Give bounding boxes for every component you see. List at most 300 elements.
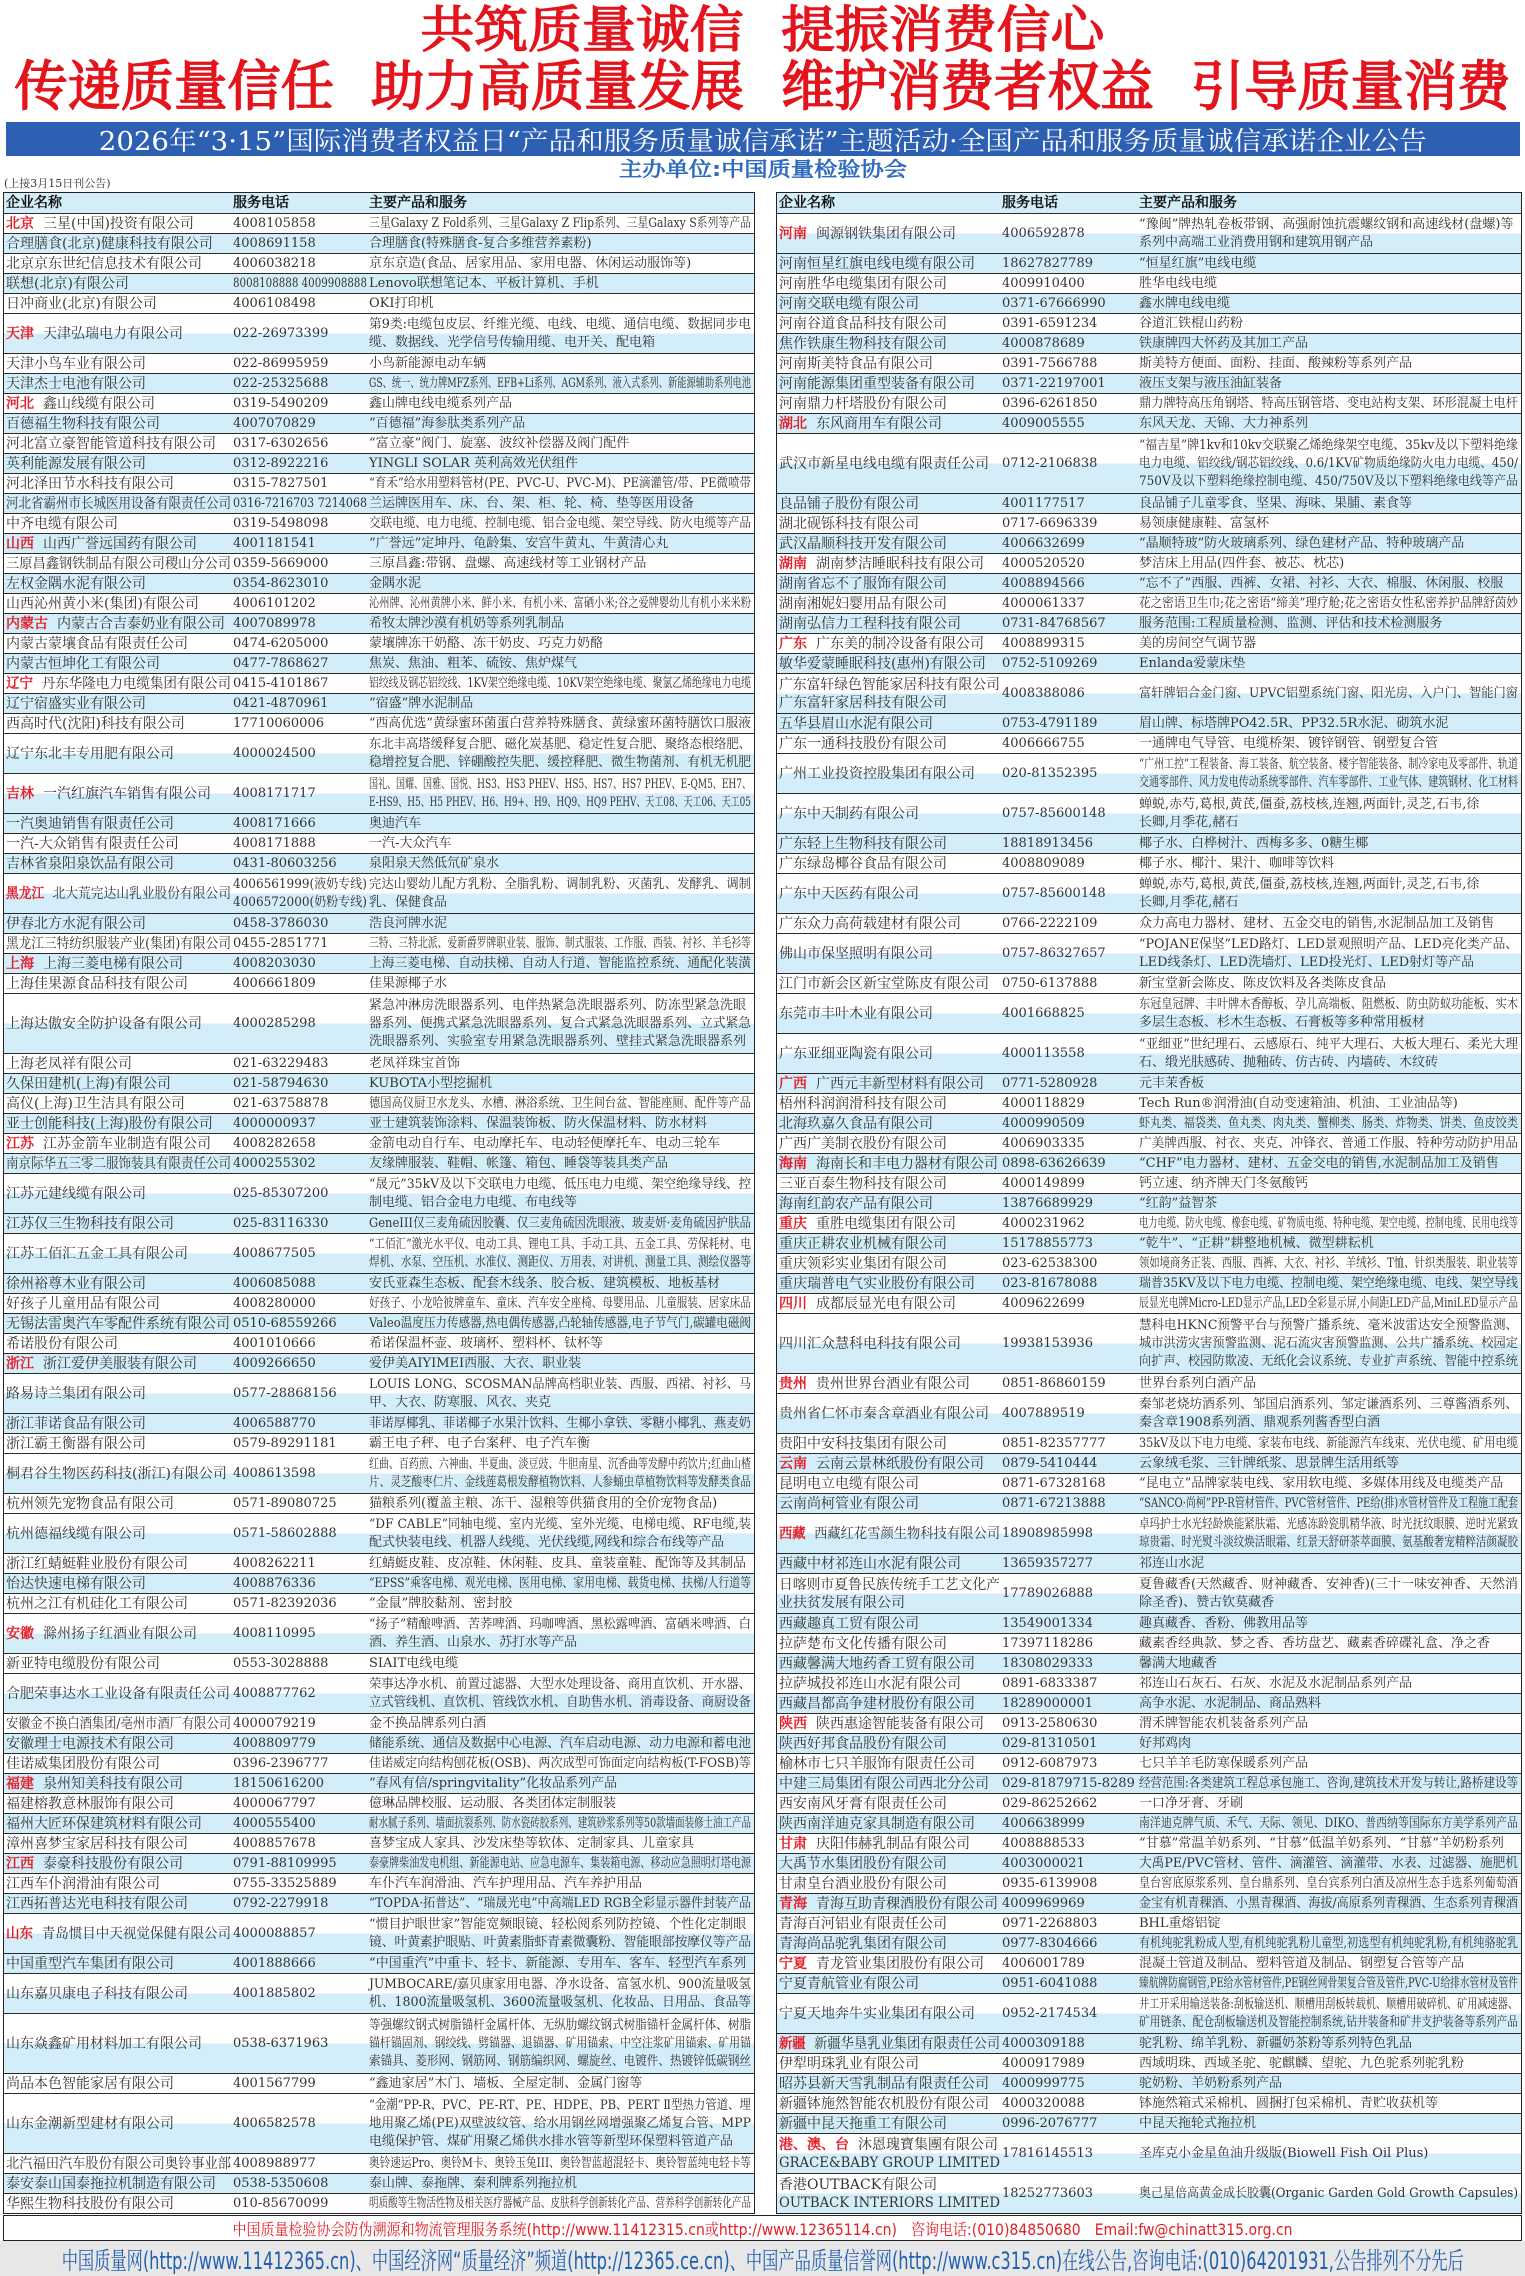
table-row	[777, 593, 1521, 613]
products-cell	[367, 834, 754, 853]
products-cell	[367, 1074, 754, 1093]
company-name-fit	[779, 694, 947, 712]
province-label: 云南	[779, 1455, 807, 1472]
products-text-fit	[1139, 1555, 1204, 1573]
products-text-fit	[1139, 1615, 1308, 1633]
products-text-fit	[369, 776, 751, 794]
company-name-line	[6, 635, 231, 653]
service-phone-line	[1002, 1875, 1137, 1893]
company-name: 湖南湘妮妇婴用品有限公司	[779, 595, 947, 612]
company-name-cell	[4, 394, 231, 413]
service-phone-cell	[1000, 1974, 1137, 1993]
province-label: 北京	[6, 215, 34, 232]
company-name-cell	[777, 1114, 1000, 1133]
company-name-line	[6, 1625, 231, 1643]
company-name-fit	[779, 2115, 947, 2133]
company-name-line	[6, 695, 231, 713]
company-name-fit	[6, 2075, 174, 2093]
service-phone-fit	[233, 1835, 316, 1853]
table-row	[777, 1433, 1521, 1453]
products-text: 希牧太牌沙漠有机奶等系列乳制品	[369, 615, 565, 631]
products-text-line	[1139, 835, 1518, 853]
service-phone-cell	[231, 1434, 367, 1453]
products-text-line	[1139, 756, 1518, 774]
company-name: 山东焱鑫矿用材料加工有限公司	[6, 2035, 202, 2052]
table-row	[4, 1293, 754, 1313]
products-text-fit	[1139, 2035, 1412, 2053]
products-text: 长卿,月季花,赭石	[1139, 814, 1239, 830]
company-name-cell	[4, 214, 231, 233]
products-text-fit	[1139, 1815, 1518, 1833]
company-name: 浙江菲诺食品有限公司	[6, 1415, 146, 1432]
service-phone-fit	[233, 1575, 316, 1593]
service-phone-fit	[233, 1315, 337, 1333]
company-name: 上海老凤祥有限公司	[6, 1055, 132, 1072]
company-name: 重庆领彩实业集团有限公司	[779, 1255, 947, 1272]
company-name-cell	[4, 1674, 231, 1713]
province-label: 内蒙古	[6, 615, 48, 632]
headline-line-2	[0, 55, 1525, 118]
products-text-fit	[1139, 1155, 1499, 1173]
table-row	[4, 373, 754, 393]
service-phone: 4000118829	[1002, 1095, 1085, 1111]
service-phone-cell	[1000, 514, 1137, 533]
service-phone-line	[1002, 1215, 1137, 1233]
products-text: 井工开采用输送装备:刮板输送机、顺槽用刮板转载机、顺槽用破碎机、矿用减速器、	[1139, 1996, 1518, 2012]
products-text: 中昆天拖轮式拖拉机	[1139, 2115, 1257, 2131]
service-phone-fit	[233, 1055, 328, 1073]
company-name-cell	[777, 1894, 1000, 1913]
service-phone-cell	[231, 1574, 367, 1593]
products-text-fit	[369, 715, 751, 733]
service-phone-line	[233, 1245, 367, 1263]
products-cell	[367, 2074, 754, 2093]
products-cell	[1137, 1114, 1521, 1133]
company-name-cell	[4, 1794, 231, 1813]
service-phone-line	[1002, 915, 1137, 933]
company-name-cell	[4, 2194, 231, 2213]
company-name-line	[779, 1775, 1000, 1793]
company-name-fit	[6, 815, 174, 833]
service-phone-cell	[1000, 1574, 1137, 1613]
products-cell	[367, 1714, 754, 1733]
products-text: “DF CABLE”同轴电缆、室内光缆、室外光缆、电梯电缆、RF电缆,装	[369, 1516, 752, 1532]
service-phone-line	[233, 215, 367, 233]
products-text: 西域明珠、西域圣驼、驼麒麟、望驼、九色驼系列驼乳粉	[1139, 2055, 1465, 2071]
service-phone-cell	[1000, 934, 1137, 973]
service-phone-cell	[231, 474, 367, 493]
service-phone-line	[233, 2195, 367, 2213]
table-row	[777, 253, 1521, 273]
products-cell	[367, 214, 754, 233]
service-phone-line	[233, 1385, 367, 1403]
company-name-fit	[779, 455, 989, 473]
company-name-fit	[6, 1595, 188, 1613]
company-name-fit	[779, 1935, 947, 1953]
service-phone-line	[1002, 595, 1137, 613]
service-phone: 0455-2851771	[233, 935, 329, 951]
table-row	[777, 1493, 1521, 1513]
company-name-line	[6, 615, 231, 633]
company-name-line	[6, 2175, 231, 2193]
company-name: 西藏昌都高争建材股份有限公司	[779, 1695, 975, 1712]
company-name-fit	[779, 2055, 919, 2073]
products-text-line	[369, 2017, 751, 2035]
products-text-line	[1139, 1215, 1518, 1233]
service-phone-line	[1002, 765, 1137, 783]
products-text-fit	[369, 1135, 720, 1153]
products-text: 好孩子、小龙哈彼牌童车、童床、汽车安全座椅、母婴用品、儿童服装、居家床品	[369, 1295, 751, 1311]
products-text: “广誉远”定坤丹、龟龄集、安宫牛黄丸、牛黄清心丸	[369, 535, 669, 551]
company-name: 尚品本色智能家居有限公司	[6, 2075, 174, 2092]
service-phone-fit	[1002, 1815, 1085, 1833]
products-text-fit	[369, 1955, 746, 1973]
company-name: 内蒙古合吉泰奶业有限公司	[57, 615, 225, 632]
service-phone-cell	[1000, 1394, 1137, 1433]
products-text-line	[369, 1616, 751, 1634]
service-phone-fit	[233, 1655, 328, 1673]
table-row	[777, 1313, 1521, 1373]
table-row	[777, 1093, 1521, 1113]
table-row	[777, 2173, 1521, 2213]
company-name-fit	[779, 2095, 989, 2113]
service-phone-cell	[1000, 1694, 1137, 1713]
table-row	[4, 1913, 754, 1953]
service-phone-line	[233, 1775, 367, 1793]
table-row	[4, 1853, 754, 1873]
service-phone-line	[233, 1895, 367, 1913]
table-row	[777, 533, 1521, 553]
products-text: 一汽-大众汽车	[369, 835, 452, 851]
service-phone-fit	[233, 355, 328, 373]
service-phone: 0757-85600148	[1002, 805, 1106, 821]
products-text-fit	[1139, 1594, 1274, 1612]
table-row	[777, 1473, 1521, 1493]
products-cell	[367, 2194, 754, 2213]
company-name-fit	[779, 1455, 984, 1473]
company-name-fit	[779, 1655, 975, 1673]
service-phone-fit	[233, 785, 316, 803]
service-phone-cell	[231, 2174, 367, 2193]
service-phone-fit	[1002, 1655, 1093, 1673]
service-phone-line	[233, 835, 367, 853]
products-text-fit	[369, 1775, 617, 1793]
service-phone-line	[233, 1685, 367, 1703]
products-text: “忘不了”西服、西裤、女裙、衬衫、大衣、棉服、休闲服、校服	[1139, 575, 1504, 591]
company-name-line	[779, 355, 1000, 373]
company-name-fit	[6, 635, 188, 653]
service-phone: 0396-6261850	[1002, 395, 1098, 411]
products-cell	[1137, 574, 1521, 593]
company-name-line	[6, 235, 231, 253]
products-cell	[1137, 1434, 1521, 1453]
service-phone: 18252773603	[1002, 2185, 1093, 2201]
company-name-cell	[777, 1234, 1000, 1253]
products-cell	[367, 1134, 754, 1153]
company-name-cell	[777, 754, 1000, 793]
company-name: 拉萨楚布文化传播有限公司	[779, 1635, 947, 1652]
company-name: 江西车仆润滑油有限公司	[6, 1875, 160, 1892]
company-name-fit	[779, 335, 947, 353]
service-phone: 025-83116330	[233, 1215, 329, 1231]
company-name-cell	[4, 734, 231, 773]
products-text-fit	[369, 455, 578, 473]
company-name: 大禹节水集团股份有限公司	[779, 1855, 947, 1872]
service-phone-cell	[1000, 1714, 1137, 1733]
company-name-cell	[4, 354, 231, 373]
table-row	[4, 493, 754, 513]
products-cell	[367, 1754, 754, 1773]
table-row	[4, 1313, 754, 1333]
service-phone-line	[233, 1835, 367, 1853]
table-row	[777, 1893, 1521, 1913]
products-text-fit	[1139, 715, 1448, 733]
company-name: 武汉市新星电线电缆有限责任公司	[779, 455, 989, 472]
service-phone-cell	[1000, 874, 1137, 913]
company-name-fit	[6, 855, 174, 873]
service-phone-cell	[231, 1954, 367, 1973]
service-phone: 4000149899	[1002, 1175, 1085, 1191]
company-name: 杭州领先宠物食品有限公司	[6, 1495, 174, 1512]
province-label: 青海	[779, 1895, 807, 1912]
header-phone	[1000, 193, 1137, 213]
service-phone-fit	[1002, 1155, 1106, 1173]
table-row	[777, 933, 1521, 973]
table-row	[777, 1693, 1521, 1713]
service-phone-cell	[1000, 1934, 1137, 1953]
company-name-cell	[4, 1974, 231, 2013]
company-name: 中齐电缆有限公司	[6, 515, 118, 532]
products-text-fit	[369, 1394, 551, 1412]
products-text: “昆电立”品牌家装电线、家用软电缆、多媒体用线及电缆类产品	[1139, 1475, 1504, 1491]
company-name-line	[6, 1385, 231, 1403]
service-phone: 0935-6139908	[1002, 1875, 1098, 1891]
company-name-fit	[6, 375, 146, 393]
products-text-line	[1139, 1835, 1518, 1853]
service-phone: 021-63758878	[233, 1095, 329, 1111]
service-phone: 0898-63626639	[1002, 1155, 1106, 1171]
products-text-fit	[369, 1415, 751, 1433]
company-name-cell	[4, 314, 231, 353]
products-text-line	[369, 2175, 751, 2193]
table-row	[777, 2113, 1521, 2133]
products-text-fit	[1139, 954, 1474, 972]
company-name-line	[779, 694, 1000, 712]
company-name-fit	[6, 475, 174, 493]
service-phone: 0317-6302656	[233, 435, 329, 451]
service-phone: 0474-6205000	[233, 635, 329, 651]
products-cell	[1137, 634, 1521, 653]
company-name-cell	[777, 614, 1000, 633]
company-name: 良品铺子股份有限公司	[779, 495, 919, 512]
products-text: 皇台窖底原浆系列、皇台鼎系列、皇台宾系列白酒及凉州生态手选系列葡萄酒	[1139, 1875, 1518, 1891]
service-phone-fit	[1002, 1695, 1093, 1713]
table-row	[4, 213, 754, 233]
service-phone-fit	[1002, 855, 1085, 873]
products-cell	[367, 714, 754, 733]
table-row	[4, 733, 754, 773]
service-phone: 17710060006	[233, 715, 324, 731]
products-text-fit	[369, 316, 751, 334]
service-phone-line	[1002, 1495, 1137, 1513]
table-row	[777, 313, 1521, 333]
service-phone-line	[233, 715, 367, 733]
company-name-cell	[777, 2094, 1000, 2113]
service-phone: 4009622699	[1002, 1295, 1085, 1311]
service-phone: 0538-5350608	[233, 2175, 329, 2191]
products-text: 稳增控复合肥、锌硼酸控失肥、缓控释肥、微生物菌剂、有机无机肥	[369, 754, 751, 770]
products-text-fit	[1139, 1014, 1425, 1032]
table-row	[4, 913, 754, 933]
service-phone: 4001668825	[1002, 1005, 1085, 1021]
products-text-fit	[1139, 1375, 1256, 1393]
company-name-fit	[779, 2194, 1000, 2212]
products-text: 喜梦宝成人家具、沙发床垫等软体、定制家具、儿童家具	[369, 1835, 695, 1851]
products-text: 臻航牌防腐钢管,PE给水管材管件,PE钢丝网骨架复合管及管件,PVC-U给排水管材及管件	[1139, 1975, 1518, 1991]
products-text-line	[369, 1534, 751, 1552]
products-text-line	[369, 2195, 751, 2213]
products-text: 億琳品牌校服、运动服、各类团体定制服装	[369, 1795, 617, 1811]
products-cell	[367, 1374, 754, 1413]
service-phone: 4008388086	[1002, 685, 1085, 701]
service-phone-cell	[231, 634, 367, 653]
service-phone-line	[1002, 415, 1137, 433]
service-phone-cell	[231, 1454, 367, 1493]
company-name-fit	[779, 1175, 947, 1193]
table-row	[777, 1153, 1521, 1173]
service-phone-cell	[1000, 2134, 1137, 2173]
products-cell	[1137, 794, 1521, 833]
products-text-line	[369, 794, 751, 812]
headline-line-1-text: 共筑质量诚信 提振消费信心	[420, 1, 1105, 59]
service-phone-fit	[1002, 2115, 1097, 2133]
province-label: 黑龙江	[6, 885, 45, 902]
service-phone-cell	[231, 774, 367, 813]
products-cell	[367, 1774, 754, 1793]
company-name: 江苏工佰汇五金工具有限公司	[6, 1245, 188, 1262]
service-phone: 4008877762	[233, 1685, 316, 1701]
service-phone-line	[233, 635, 367, 653]
products-text-fit	[1139, 2185, 1518, 2203]
service-phone-cell	[231, 1614, 367, 1653]
service-phone-fit	[1002, 315, 1097, 333]
service-phone: 4000088857	[233, 1925, 316, 1941]
company-name-fit	[6, 1435, 146, 1453]
products-text-fit	[1139, 415, 1308, 433]
service-phone-cell	[1000, 1854, 1137, 1873]
products-text-line	[369, 1715, 751, 1733]
province-label: 广西	[779, 1075, 807, 1092]
table-row	[4, 833, 754, 853]
table-row	[4, 2013, 754, 2073]
products-text: 立式管线机、直饮机、管线饮水机、自助售水机、消毒设备、商厨设备	[369, 1694, 752, 1710]
service-phone-line	[1002, 1585, 1137, 1603]
products-text-fit	[1139, 774, 1518, 792]
products-text-line	[369, 255, 751, 273]
service-phone-line	[233, 1875, 367, 1893]
company-name-fit	[6, 2195, 174, 2213]
company-name: 左权金隅水泥有限公司	[6, 575, 146, 592]
service-phone-line	[233, 1295, 367, 1313]
table-row	[4, 1373, 754, 1413]
service-phone: 4008171666	[233, 815, 316, 831]
company-name-line	[779, 455, 1000, 473]
products-text: 片、灵芝酸枣仁片、金线莲葛根发酵植物饮料、人参蛹虫草植物饮料等发酵类食品	[369, 1474, 751, 1490]
service-phone-fit	[1002, 455, 1097, 473]
products-text: 渭禾牌智能农机装备系列产品	[1139, 1715, 1309, 1731]
service-phone-line	[1002, 1975, 1137, 1993]
products-text-line	[369, 894, 751, 912]
service-phone-line	[233, 1855, 367, 1873]
service-phone-fit	[1002, 1615, 1093, 1633]
company-name: 百德福生物科技有限公司	[6, 415, 160, 432]
company-name-cell	[4, 1514, 231, 1553]
service-phone-line	[233, 1575, 367, 1593]
service-phone: 4008809089	[1002, 855, 1085, 871]
products-text-line	[369, 1855, 751, 1873]
products-text: 梦洁床上用品(四件套、被芯、枕芯)	[1139, 555, 1345, 571]
products-text: 酒、养生酒、山泉水、苏打水等产品	[369, 1634, 578, 1650]
products-text-fit	[1139, 936, 1518, 954]
company-name: 好孩子儿童用品有限公司	[6, 1295, 160, 1312]
company-name: 广州工业投资控股集团有限公司	[779, 765, 975, 782]
service-phone-cell	[231, 1734, 367, 1753]
products-text-fit	[1139, 1115, 1518, 1133]
table-row	[4, 973, 754, 993]
service-phone: 025-85307200	[233, 1185, 329, 1201]
products-text-fit	[369, 835, 451, 853]
company-name: 内蒙古恒坤化工有限公司	[6, 655, 160, 672]
company-name-fit	[779, 255, 975, 273]
products-text-line	[1139, 1095, 1518, 1113]
service-phone-line	[233, 1115, 367, 1133]
table-row	[4, 2153, 754, 2173]
service-phone: 0912-6087973	[1002, 1755, 1098, 1771]
header-products	[1137, 193, 1521, 213]
company-name-fit	[6, 1685, 230, 1703]
products-text-line	[1139, 1275, 1518, 1293]
company-name: 业扶贫发展有限公司	[779, 1594, 905, 1611]
service-phone-fit	[1002, 1195, 1093, 1213]
service-phone-cell	[231, 2194, 367, 2213]
service-phone-line	[1002, 495, 1137, 513]
company-name-fit	[779, 535, 947, 553]
service-phone-fit	[233, 635, 328, 653]
company-name-line	[6, 1755, 231, 1773]
company-name-fit	[6, 835, 179, 853]
company-name-cell	[4, 774, 231, 813]
company-name-fit	[6, 1155, 231, 1173]
company-name-line	[779, 1195, 1000, 1213]
company-name-cell	[4, 1734, 231, 1753]
service-phone-fit	[1002, 2145, 1093, 2163]
company-name-line	[779, 575, 1000, 593]
company-name: 云南尚柯管业有限公司	[779, 1495, 919, 1512]
table-row	[777, 1133, 1521, 1153]
service-phone-line	[233, 695, 367, 713]
products-text-fit	[1139, 1635, 1490, 1653]
products-text-line	[1139, 1895, 1518, 1913]
products-text-fit	[1139, 1735, 1191, 1753]
company-name-line	[779, 805, 1000, 823]
company-name-fit	[6, 435, 216, 453]
service-phone-cell	[231, 934, 367, 953]
products-text-line	[1139, 1775, 1518, 1793]
company-name: 杭州德福线缆有限公司	[6, 1525, 146, 1542]
service-phone-line	[1002, 1095, 1137, 1113]
products-text: 器系列、便携式紧急洗眼器系列、复合式紧急洗眼器系列、立式紧急	[369, 1015, 751, 1031]
products-text-fit	[1139, 2145, 1428, 2163]
